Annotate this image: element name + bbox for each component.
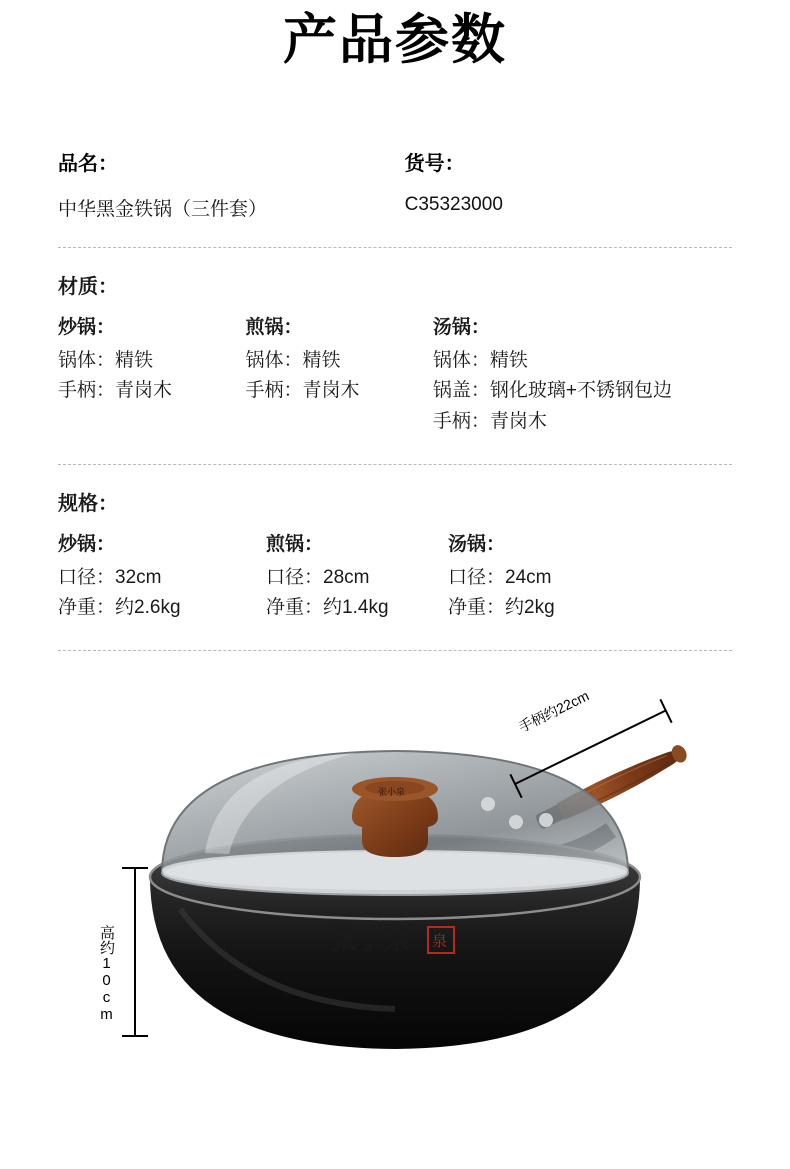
product-image (0, 677, 790, 1077)
material-souppot-row-2-key: 手柄 (432, 411, 471, 433)
sku-label: 货号： (404, 152, 465, 175)
material-souppot-row-2-sep: ： (470, 411, 490, 433)
material-souppot-row-2 (433, 407, 732, 438)
size-columns (58, 530, 732, 624)
material-souppot-row-1-sep: ： (470, 380, 490, 402)
material-souppot-row-1 (433, 376, 732, 407)
height-dimension-label: 高约10cm (98, 925, 115, 1024)
material-frypan-row-0-key: 锅体 (245, 349, 284, 371)
size-wok-row-1 (58, 593, 266, 624)
material-wok-row-0 (58, 346, 245, 377)
name-column (58, 147, 405, 221)
size-frypan-row-1 (266, 593, 448, 624)
size-frypan-row-1-value: 约1.4kg (323, 597, 389, 619)
sku-column (405, 147, 732, 221)
material-wok-row-1-value: 青岗木 (115, 380, 173, 402)
material-wok-row-0-value: 精铁 (115, 349, 154, 371)
size-wok-row-0 (58, 563, 266, 594)
size-wok-row-1-key: 净重 (58, 597, 97, 619)
size-frypan (266, 530, 448, 624)
page-title: 产品参数 (283, 10, 507, 70)
size-wok-row-0-sep: ： (96, 566, 116, 588)
material-souppot-row-2-value: 青岗木 (489, 411, 547, 433)
material-section (58, 248, 732, 438)
size-frypan-row-0-sep: ： (304, 566, 324, 588)
material-heading: 材质： (58, 275, 118, 298)
material-frypan-row-1-key: 手柄 (245, 380, 284, 402)
material-souppot-row-1-value: 钢化玻璃+不锈钢包边 (489, 380, 673, 402)
material-wok-row-1 (58, 376, 245, 407)
size-wok-row-0-value: 32cm (115, 566, 162, 588)
handle-dimension (505, 687, 695, 832)
material-souppot-row-0-key: 锅体 (432, 349, 471, 371)
handle-dimension-label: 手柄约22cm (515, 687, 592, 736)
divider-3 (58, 650, 732, 651)
size-souppot-row-0-value: 24cm (505, 566, 552, 588)
material-wok-row-0-sep: ： (96, 349, 116, 371)
material-wok-title: 炒锅： (58, 316, 116, 338)
material-frypan-row-0-value: 精铁 (302, 349, 341, 371)
height-cap-bottom (122, 1035, 148, 1037)
size-heading: 规格： (58, 492, 118, 515)
size-frypan-row-0-value: 28cm (323, 566, 370, 588)
name-label: 品名： (58, 152, 118, 175)
size-wok-row-1-sep: ： (96, 597, 116, 619)
size-wok (58, 530, 266, 624)
material-frypan-row-1-sep: ： (283, 380, 303, 402)
size-souppot-row-1-value: 约2kg (505, 597, 555, 619)
spec-block (58, 73, 732, 651)
brand-mark-text: 张小泉 (330, 925, 411, 956)
size-frypan-row-1-key: 净重 (266, 597, 305, 619)
size-souppot-row-0-key: 口径 (448, 566, 487, 588)
size-frypan-title: 煎锅： (266, 533, 324, 555)
size-frypan-row-0 (266, 563, 448, 594)
material-souppot-title: 汤锅： (432, 316, 490, 338)
size-souppot-row-0 (448, 563, 668, 594)
size-frypan-row-1-sep: ： (304, 597, 324, 619)
material-frypan-title: 煎锅： (245, 316, 303, 338)
material-wok-row-1-key: 手柄 (58, 380, 97, 402)
height-dimension (98, 867, 146, 1037)
material-souppot-row-1-key: 锅盖 (432, 380, 471, 402)
material-souppot (433, 313, 732, 438)
material-frypan-row-0-sep: ： (283, 349, 303, 371)
material-frypan (245, 313, 432, 438)
material-souppot-row-0-sep: ： (470, 349, 490, 371)
size-wok-row-1-value: 约2.6kg (115, 597, 181, 619)
size-wok-row-0-key: 口径 (58, 566, 97, 588)
size-section (58, 465, 732, 624)
material-wok-row-1-sep: ： (96, 380, 116, 402)
handle-cap-start (509, 774, 522, 798)
size-souppot-row-0-sep: ： (486, 566, 506, 588)
size-souppot-row-1-sep: ： (486, 597, 506, 619)
size-frypan-row-0-key: 口径 (266, 566, 305, 588)
size-souppot-row-1 (448, 593, 668, 624)
size-wok-title: 炒锅： (58, 533, 116, 555)
material-columns (58, 313, 732, 438)
svg-text:张小泉: 张小泉 (378, 787, 406, 798)
material-souppot-row-0 (433, 346, 732, 377)
svg-text:泉: 泉 (432, 934, 448, 951)
sku-value: C35323000 (404, 193, 503, 215)
size-souppot (448, 530, 668, 624)
material-wok (58, 313, 245, 438)
material-frypan-row-0 (245, 346, 432, 377)
name-value: 中华黑金铁锅（三件套） (58, 198, 268, 220)
size-souppot-row-1-key: 净重 (448, 597, 487, 619)
size-souppot-title: 汤锅： (448, 533, 506, 555)
material-wok-row-0-key: 锅体 (58, 349, 97, 371)
material-frypan-row-1-value: 青岗木 (302, 380, 360, 402)
material-souppot-row-0-value: 精铁 (489, 349, 528, 371)
material-frypan-row-1 (245, 376, 432, 407)
height-line (134, 867, 136, 1037)
name-sku-row (58, 147, 732, 221)
